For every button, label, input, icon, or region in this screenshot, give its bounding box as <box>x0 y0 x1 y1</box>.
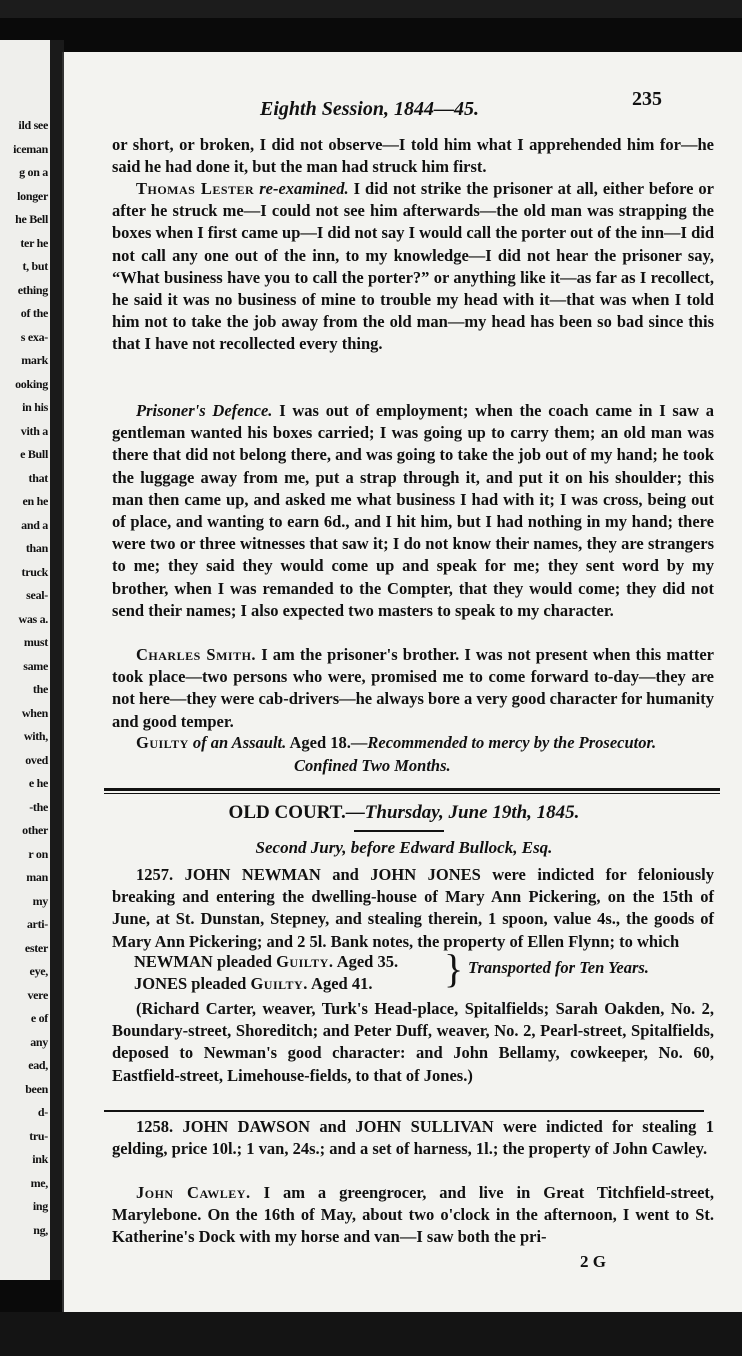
testimony-text: I did not strike the prisoner at all, either before or after he struck me—I could not see him afterwards—the old man was strapping the boxes when I first came up—I did not say I would call the porter out of the inn—I did not call any one out of the inn, to my knowledge—I did not hear the prisoner say, “What business have you to call the porter?” or anything like it—as far as I recollect, he said it was no business of mine to trouble my head with it—that was when I told him not to take the job away from the old man—my head has been so bad since this that I have not recollected every thing. <box>112 179 715 354</box>
facing-page-word: en he <box>22 494 48 508</box>
facing-page-word: must <box>23 635 48 649</box>
case-divider <box>104 1110 704 1112</box>
facing-page-word: iceman <box>13 141 48 156</box>
case-1258-indictment: 1258. JOHN DAWSON and JOHN SULLIVAN were indicted for stealing 1 gelding, price 10l.; 1 van, 24s.; and a set of harness, 1l.; the property of John Cawley. <box>112 1117 714 1159</box>
facing-page-word: ead, <box>28 1058 48 1072</box>
facing-page-word: longer <box>17 188 48 203</box>
facing-page-word: was a. <box>18 611 48 626</box>
facing-page-word: e Bull <box>20 447 48 461</box>
paragraph-lester <box>112 178 714 356</box>
signature-mark: 2 G <box>580 1252 606 1271</box>
facing-page-fragment <box>0 40 53 1280</box>
facing-page-word: arti- <box>26 917 48 931</box>
case-1257-character: (Richard Carter, weaver, Turk's Head-place, Spitalfields; Sarah Oakden, No. 2, Boundary-street, Shoreditch; and Peter Duff, weaver, No. 2, Pearl-street, Spitalfields, deposed to Newman's good character: and John Bellamy, cowkeeper, No. 60, Eastfield-street, Limehouse-fields, to that of Jones.) <box>112 999 714 1085</box>
facing-page-word: ink <box>32 1152 48 1166</box>
case-1257-sentence: Transported for Ten Years. <box>468 958 649 977</box>
facing-page-word: in his <box>22 400 48 414</box>
facing-page-word: that <box>28 470 48 485</box>
plea-jones <box>134 974 372 994</box>
facing-page-word: tru- <box>29 1128 48 1143</box>
facing-page-word: same <box>23 658 48 673</box>
section-double-rule-top <box>104 788 720 791</box>
court-date: Thursday, June 19th, 1845. <box>364 802 580 823</box>
verdict-age: Aged 18.— <box>289 733 368 752</box>
facing-page-word: oved <box>25 752 48 767</box>
facing-page-word: ter he <box>20 235 48 250</box>
speaker-name: John Cawley. <box>136 1183 251 1202</box>
facing-page-word: vith a <box>20 423 48 438</box>
facing-page-word: any <box>30 1034 48 1049</box>
testimony-text: I am the prisoner's brother. I was not present when this matter took place—two persons who were, promised me to come forward to-day—they are not here—they were cab-drivers—he always bore a very good character for humanity and good temper. <box>112 645 715 731</box>
speaker-tag: re-examined. <box>259 179 349 198</box>
facing-page-word: mark <box>21 353 48 367</box>
plea-text: NEWMAN pleaded <box>134 952 272 971</box>
defence-text: I was out of employment; when the coach came in I saw a gentleman wanted his boxes carried; I was going up to carry them; an old man was there that did not belong there, and was going to take the job out of my hand; he took the luggage away from me, put a strap through it, and put it on his shoulder; this man then came up, and asked me what business I had with it; I was cross, being out of place, and wanting to earn 6d., and I hit him, but I had nothing in my hand; there were two or three witnesses that saw it; I do not know their names, they are strangers to me; they said they would come up and speak for me; they sent word by my brother, when I was remanded to the Compter, that they would come; they did not send their names; I also expected two masters to speak to my character. <box>112 401 714 620</box>
plea-newman <box>134 952 398 972</box>
verdict-recommendation: Recommended to mercy by the Prosecutor. <box>367 733 657 752</box>
verdict-guilty: Guilty <box>136 733 189 752</box>
plea-age: Aged 41. <box>311 974 373 993</box>
facing-page-word: eye, <box>29 964 48 978</box>
jury-heading: Second Jury, before Edward Bullock, Esq. <box>255 838 553 857</box>
short-rule <box>354 830 444 832</box>
speaker-name: Charles Smith. <box>136 645 257 664</box>
facing-page-word: ething <box>17 282 48 297</box>
testimony-text: I am a greengrocer, and live in Great Titchfield-street, Marylebone. On the 16th of May, about two o'clock in the afternoon, I went to St. Katherine's Dock with my horse and van—I saw both the pri- <box>112 1183 715 1247</box>
facing-page-word: of the <box>20 306 48 320</box>
facing-page-word: and a <box>21 517 48 532</box>
facing-page-word: with, <box>23 729 48 743</box>
facing-page-word: d- <box>37 1105 48 1119</box>
facing-page-word: ing <box>32 1199 48 1213</box>
facing-page-word: e of <box>30 1011 48 1025</box>
plea-guilty: Guilty. <box>276 952 334 971</box>
court-heading <box>64 802 742 824</box>
facing-page-word: than <box>25 541 48 555</box>
paragraph-smith <box>112 644 714 733</box>
paragraph-defence <box>112 400 714 622</box>
facing-page-word: been <box>25 1081 48 1096</box>
facing-page-word: seal- <box>26 588 48 602</box>
case-1258-testimony <box>112 1182 714 1249</box>
book-page <box>62 52 742 1312</box>
brace-icon: } <box>444 946 464 991</box>
paragraph-continuation: or short, or broken, I did not observe—I told him what I apprehended him for—he said he had done it, but the man had struck him first. <box>112 135 714 177</box>
speaker-name: Thomas Lester <box>136 179 255 198</box>
verdict-sentence: Confined Two Months. <box>294 756 451 775</box>
facing-page-word: my <box>32 893 48 908</box>
plea-age: Aged 35. <box>336 952 399 971</box>
facing-page-word: vere <box>27 987 48 1002</box>
defence-label: Prisoner's Defence. <box>136 401 273 420</box>
facing-page-word: ild see <box>18 118 48 132</box>
plea-text: JONES pleaded <box>134 974 247 993</box>
facing-page-word: when <box>21 705 48 720</box>
scan-top-border <box>0 0 742 18</box>
running-title: Eighth Session, 1844—45. <box>260 98 479 120</box>
section-double-rule-bottom <box>104 793 720 794</box>
verdict-offence: of an Assault. <box>192 733 287 752</box>
scan-bottom-border <box>0 1312 742 1356</box>
facing-page-word: -the <box>29 799 48 814</box>
verdict-line <box>112 732 714 754</box>
facing-page-word: he Bell <box>15 212 48 226</box>
facing-page-word: g on a <box>19 165 48 179</box>
facing-page-word: ooking <box>15 376 48 391</box>
plea-guilty: Guilty. <box>250 974 308 993</box>
facing-page-word: r on <box>28 846 48 861</box>
court-title: OLD COURT.— <box>228 802 365 823</box>
facing-page-word: man <box>26 870 48 884</box>
facing-page-word: the <box>32 682 48 696</box>
facing-page-word: me, <box>30 1175 48 1190</box>
facing-page-word: ng, <box>33 1222 48 1237</box>
page-number: 235 <box>632 88 662 110</box>
facing-page-word: s exa- <box>20 329 48 344</box>
facing-page-word: ester <box>24 940 48 955</box>
facing-page-word: truck <box>21 564 48 579</box>
facing-page-word: other <box>22 823 48 837</box>
facing-page-word: t, but <box>22 259 48 273</box>
facing-page-word: e he <box>28 776 48 790</box>
case-1257-indictment: 1257. JOHN NEWMAN and JOHN JONES were indicted for feloniously breaking and entering the dwelling-house of Mary Ann Pickering, on the 15th of June, at St. Dunstan, Stepney, and stealing therein, 1 spoon, value 4s., the goods of Mary Ann Pickering; and 2 5l. Bank notes, the property of Ellen Flynn; to which <box>112 865 714 951</box>
